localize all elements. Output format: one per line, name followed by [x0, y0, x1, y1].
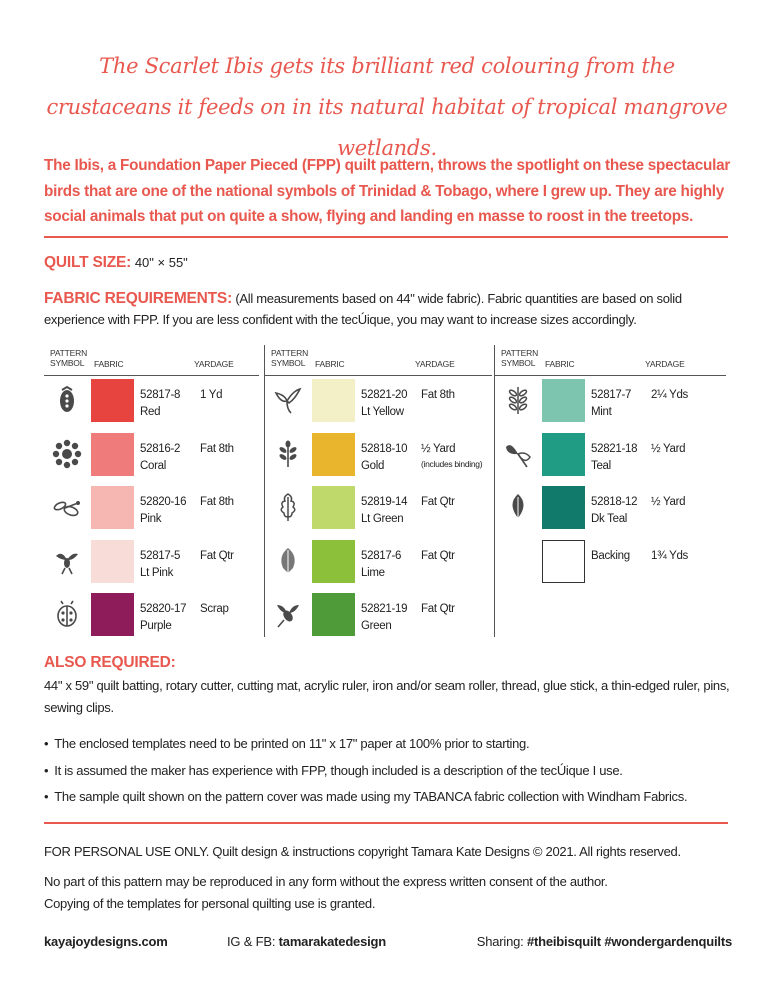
oak-leaf-icon — [273, 492, 303, 522]
fabric-yardage — [421, 441, 482, 470]
single-leaf-icon — [503, 492, 533, 522]
fabric-name: Lt Yellow — [361, 406, 404, 418]
fabric-swatch — [91, 433, 134, 476]
fabric-code-name — [140, 387, 180, 421]
quilt-size-value: 40" × 55" — [134, 255, 188, 270]
fabric-name: Red — [140, 406, 161, 418]
fabric-yardage — [651, 548, 688, 565]
intro-paragraph: The Ibis, a Foundation Paper Pieced (FPP) quilt pattern, throws the spotlight on these spectacular birds that are one of the national symbols of Trinidad & Tobago, where I grew up. They are highly social animals that put on quite a show, flying and landing en masse to roost in the treetops. — [44, 157, 731, 225]
fabric-name: Teal — [591, 459, 611, 472]
table-row — [44, 537, 259, 591]
fabric-code-name — [361, 548, 401, 582]
fabric-column-2 — [264, 345, 492, 637]
fabric-swatch — [542, 379, 585, 422]
fabric-yardage — [200, 494, 234, 511]
fabric-swatch — [91, 379, 134, 422]
header-pattern-symbol: PATTERN SYMBOL — [50, 348, 88, 368]
fabric-code-name — [140, 441, 180, 475]
butterfly-icon — [503, 439, 533, 469]
fabric-swatch — [542, 486, 585, 529]
fabric-name: Lt Green — [361, 513, 404, 525]
table-row — [265, 590, 492, 644]
fabric-column-3 — [494, 345, 726, 637]
yardage-value: Fat 8th — [200, 442, 234, 455]
list-item: • It is assumed the maker has experience with FPP, though included is a description of the tecÚique I use. — [44, 760, 744, 787]
fabric-code: 52818-12 — [591, 496, 638, 508]
fabric-code-name — [361, 387, 407, 421]
yardage-value: Fat Qtr — [421, 603, 455, 615]
fabric-name: Lime — [361, 566, 385, 579]
ladybug-icon — [52, 599, 82, 629]
fabric-yardage — [200, 441, 234, 458]
yardage-value: Fat Qtr — [200, 549, 234, 562]
yardage-value: ½ Yard — [421, 442, 456, 455]
table-row — [265, 376, 492, 430]
hashtags: #theibisquilt #wondergardenquilts — [526, 934, 732, 949]
fabric-name: Green — [361, 620, 392, 632]
quilt-size-label: QUILT SIZE: — [44, 254, 132, 271]
list-item: • The sample quilt shown on the pattern cover was made using my TABANCA fabric collection with Windham Fabrics. — [44, 786, 744, 813]
yardage-value: Fat Qtr — [421, 549, 455, 562]
fern-leaf-icon — [273, 546, 303, 576]
fabric-swatch — [312, 379, 355, 422]
table-row — [44, 430, 259, 484]
fabric-code: 52816-2 — [140, 442, 181, 455]
fabric-code-name — [361, 441, 407, 475]
fabric-code-name — [591, 441, 637, 475]
yardage-value: ½ Yard — [651, 442, 686, 455]
copyright-notice: FOR PERSONAL USE ONLY. Quilt design & instructions copyright Tamara Kate Designs © 2021. All rights reserved. — [44, 844, 681, 859]
fabric-requirements — [44, 288, 734, 330]
branch-leaf-icon — [503, 385, 533, 415]
fabric-code-name — [140, 548, 180, 582]
website-link[interactable]: kayajoydesigns.com — [44, 934, 168, 949]
fabric-swatch — [542, 540, 585, 583]
fabric-name: Mint — [591, 406, 612, 418]
fabric-code: 52818-10 — [361, 442, 408, 455]
sharing-label: Sharing: — [476, 934, 527, 949]
header-yardage: YARDAGE — [194, 359, 234, 369]
fabric-name: Dk Teal — [591, 513, 628, 525]
fabric-code-name — [361, 494, 407, 528]
fabric-swatch — [312, 486, 355, 529]
yardage-value: Scrap — [200, 603, 229, 615]
social-label: IG & FB: — [227, 934, 279, 949]
quilt-size — [44, 254, 188, 272]
header-pattern-symbol: PATTERN SYMBOL — [271, 348, 309, 368]
fabric-yardage — [200, 387, 222, 404]
fabric-yardage — [421, 548, 455, 565]
header-yardage: YARDAGE — [645, 359, 685, 369]
fabric-code: 52821-18 — [591, 442, 638, 455]
fabric-yardage — [421, 601, 455, 618]
yardage-value: Fat 8th — [421, 389, 455, 401]
yardage-value: Fat 8th — [200, 496, 234, 508]
fabric-code: 52821-20 — [361, 389, 408, 401]
table-row — [265, 430, 492, 484]
fabric-code-name — [361, 601, 407, 635]
fabric-yardage — [421, 387, 455, 404]
fabric-code: 52817-6 — [361, 549, 402, 562]
fabric-requirements-label: FABRIC REQUIREMENTS: — [44, 290, 233, 307]
fabric-swatch — [91, 486, 134, 529]
bulb-icon — [52, 385, 82, 415]
fabric-name: Lt Pink — [140, 566, 174, 579]
header-yardage: YARDAGE — [415, 359, 455, 369]
fabric-code: 52817-5 — [140, 549, 181, 562]
also-required-text: 44" x 59" quilt batting, rotary cutter, cutting mat, acrylic ruler, iron and/or seam roller, thread, glue stick, a thin-edged ruler, pins, sewing clips. — [44, 678, 730, 715]
hummingbird-icon — [273, 385, 303, 415]
leaf-sprig-icon — [273, 439, 303, 469]
fabric-name: Purple — [140, 620, 172, 632]
fabric-swatch — [91, 593, 134, 636]
yardage-value: 1¾ Yds — [651, 549, 688, 562]
fabric-code: 52819-14 — [361, 496, 408, 508]
table-header — [44, 345, 259, 376]
fabric-name: Backing — [591, 549, 630, 562]
header-fabric: FABRIC — [545, 359, 575, 369]
fabric-code-name — [140, 494, 186, 528]
flying-bird-icon — [52, 546, 82, 576]
header-fabric: FABRIC — [94, 359, 124, 369]
divider-top — [44, 236, 728, 238]
fabric-swatch — [312, 540, 355, 583]
social-handle[interactable]: tamarakatedesign — [278, 934, 387, 949]
table-row — [265, 483, 492, 537]
fabric-name: Coral — [140, 459, 166, 472]
fabric-swatch — [91, 540, 134, 583]
table-row — [265, 537, 492, 591]
fabric-code: 52820-16 — [140, 496, 187, 508]
table-row — [44, 590, 259, 644]
bee-icon — [273, 599, 303, 629]
fabric-code: 52817-8 — [140, 389, 181, 401]
fabric-name: Pink — [140, 513, 162, 525]
dahlia-icon — [52, 439, 82, 469]
table-row — [495, 376, 726, 430]
table-row — [495, 430, 726, 484]
divider-bottom — [44, 822, 728, 824]
table-row — [44, 483, 259, 537]
fabric-yardage — [651, 441, 685, 458]
table-header — [265, 345, 492, 376]
yardage-value: Fat Qtr — [421, 496, 455, 508]
fabric-code-name — [591, 387, 631, 421]
fabric-code-name — [591, 494, 637, 528]
list-item: • The enclosed templates need to be printed on 11" x 17" paper at 100% prior to starting. — [44, 733, 744, 760]
notes-list — [44, 733, 744, 813]
fabric-table — [44, 345, 726, 637]
fabric-yardage — [200, 548, 234, 565]
fabric-column-1 — [44, 345, 259, 637]
yardage-note: (includes binding) — [421, 458, 483, 469]
table-row — [44, 376, 259, 430]
fabric-swatch — [312, 433, 355, 476]
fabric-code-name — [140, 601, 186, 635]
table-header — [495, 345, 726, 376]
fabric-name: Gold — [361, 459, 385, 472]
fabric-swatch — [542, 433, 585, 476]
fabric-yardage — [200, 601, 229, 618]
header-fabric: FABRIC — [315, 359, 345, 369]
header-pattern-symbol: PATTERN SYMBOL — [501, 348, 539, 368]
scarlet-ibis-quote: The Scarlet Ibis gets its brilliant red colouring from the crustaceans it feeds on in its natural habitat of tropical mangrove wetlands. — [46, 54, 728, 160]
yardage-value: ½ Yard — [651, 496, 686, 508]
table-row — [495, 483, 726, 537]
fabric-yardage — [421, 494, 455, 511]
fabric-code-name — [591, 548, 630, 565]
table-row — [495, 537, 726, 591]
also-required-label: ALSO REQUIRED: — [44, 654, 176, 671]
template-copy-notice: Copying of the templates for personal quilting use is granted. — [44, 896, 376, 911]
yardage-value: 1 Yd — [200, 389, 223, 401]
fabric-yardage — [651, 494, 685, 511]
footer — [44, 934, 732, 956]
fabric-yardage — [651, 387, 688, 404]
dragonfly-icon — [52, 492, 82, 522]
fabric-code: 52817-7 — [591, 389, 632, 401]
reproduction-notice: No part of this pattern may be reproduced in any form without the express written consent of the author. — [44, 874, 608, 889]
fabric-requirements-text: (All measurements based on 44" wide fabric). Fabric quantities are based on solid experience with FPP. If you are less confident with the tecÚique, you may want to increase sizes accordingly. — [44, 291, 682, 327]
fabric-code: 52821-19 — [361, 603, 408, 615]
yardage-value: 2¼ Yds — [651, 389, 688, 401]
fabric-code: 52820-17 — [140, 603, 187, 615]
fabric-swatch — [312, 593, 355, 636]
